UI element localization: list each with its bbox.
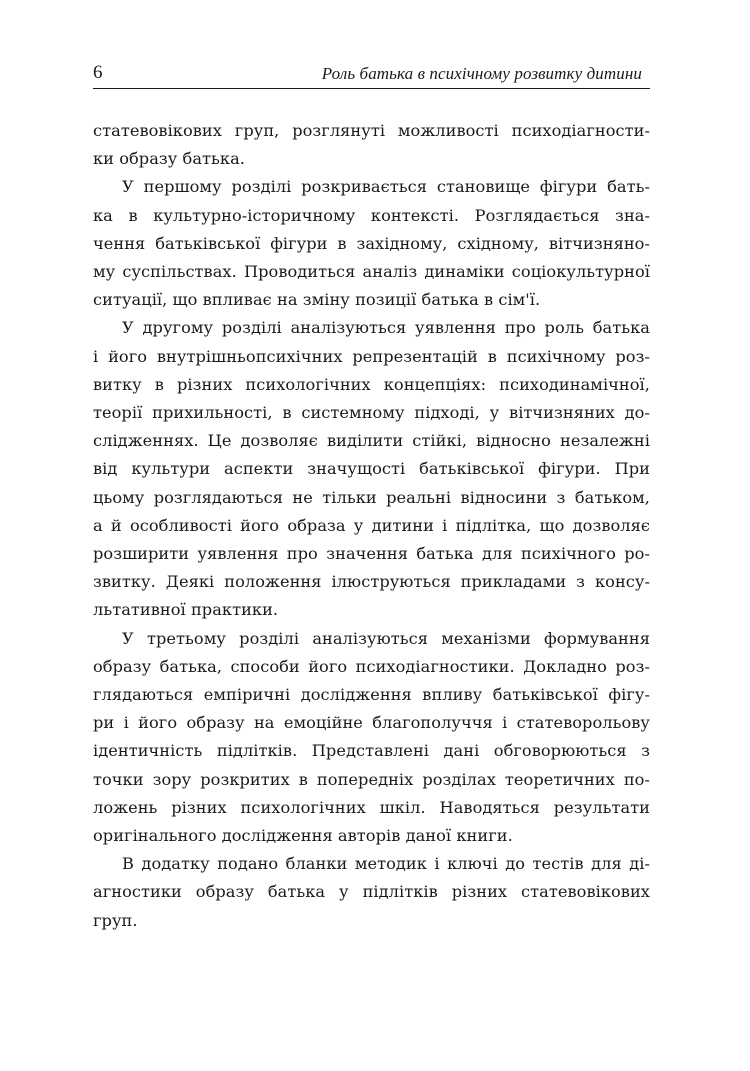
paragraph-line: льтативної практики. [93,600,279,620]
paragraph-line: ри і його образу на емоційне благополуччя і статеворольову [93,713,650,733]
paragraph-line: оригінального дослідження авторів даної книги. [93,826,513,846]
paragraph [93,117,650,173]
paragraph-line: а й особливості його образа у дитини і підлітка, що дозволяє [93,515,650,535]
header-rule [93,88,650,89]
paragraph-line: від культури аспекти значущості батьківської фігури. При [93,459,650,479]
paragraph [93,314,650,624]
paragraph [93,625,650,851]
paragraph-line: глядаються емпіричні дослідження впливу батьківської фігу- [93,685,650,705]
paragraph-line: У другому розділі аналізуються уявлення про роль батька [122,318,650,338]
paragraph [93,850,650,935]
paragraph-line: ложень різних психологічних шкіл. Наводяться результати [93,797,650,817]
paragraph-line: точки зору розкритих в попередніх розділах теоретичних по- [93,769,650,789]
paragraph-line: груп. [93,910,138,930]
paragraph-line: розширити уявлення про значення батька для психічного ро- [93,544,650,564]
paragraph-line: чення батьківської фігури в західному, східному, вітчизняно- [93,233,650,253]
paragraph-line: ситуації, що впливає на зміну позиції батька в сім'ї. [93,290,541,310]
paragraph-line: ідентичність підлітків. Представлені дані обговорюються з [93,741,650,761]
paragraph-line: витку в різних психологічних концепціях: психодинамічної, [93,374,650,394]
paragraph-line: ки образу батька. [93,149,245,169]
paragraph-line: У третьому розділі аналізуються механізми формування [122,628,650,648]
paragraph-line: теорії прихильності, в системному підході, у вітчизняних до- [93,403,650,423]
paragraph-line: звитку. Деякі положення ілюструються прикладами з консу- [93,572,650,592]
paragraph-line: слідженнях. Це дозволяє виділити стійкі, відносно незалежні [93,431,650,451]
paragraph-line: В додатку подано бланки методик і ключі до тестів для ді- [122,854,650,874]
paragraph-line: му суспільствах. Проводиться аналіз динаміки соціокультурної [93,262,650,282]
paragraph-line: агностики образу батька у підлітків різних статевовікових [93,882,650,902]
paragraph-line: образу батька, способи його психодіагностики. Докладно роз- [93,656,650,676]
running-header-title: Роль батька в психічному розвитку дитини [321,64,642,83]
paragraph-line: ка в культурно-історичному контексті. Розглядається зна- [93,205,650,225]
paragraph [93,173,650,314]
body-text [93,117,650,935]
paragraph-line: цьому розглядаються не тільки реальні відносини з батьком, [93,487,650,507]
paragraph-line: статевовікових груп, розглянуті можливості психодіагности- [93,121,650,140]
paragraph-line: і його внутрішньопсихічних репрезентацій в психічному роз- [93,346,650,366]
paragraph-line: У першому розділі розкривається становище фігури бать- [122,177,650,197]
page-number: 6 [93,62,103,83]
running-header [93,62,650,86]
